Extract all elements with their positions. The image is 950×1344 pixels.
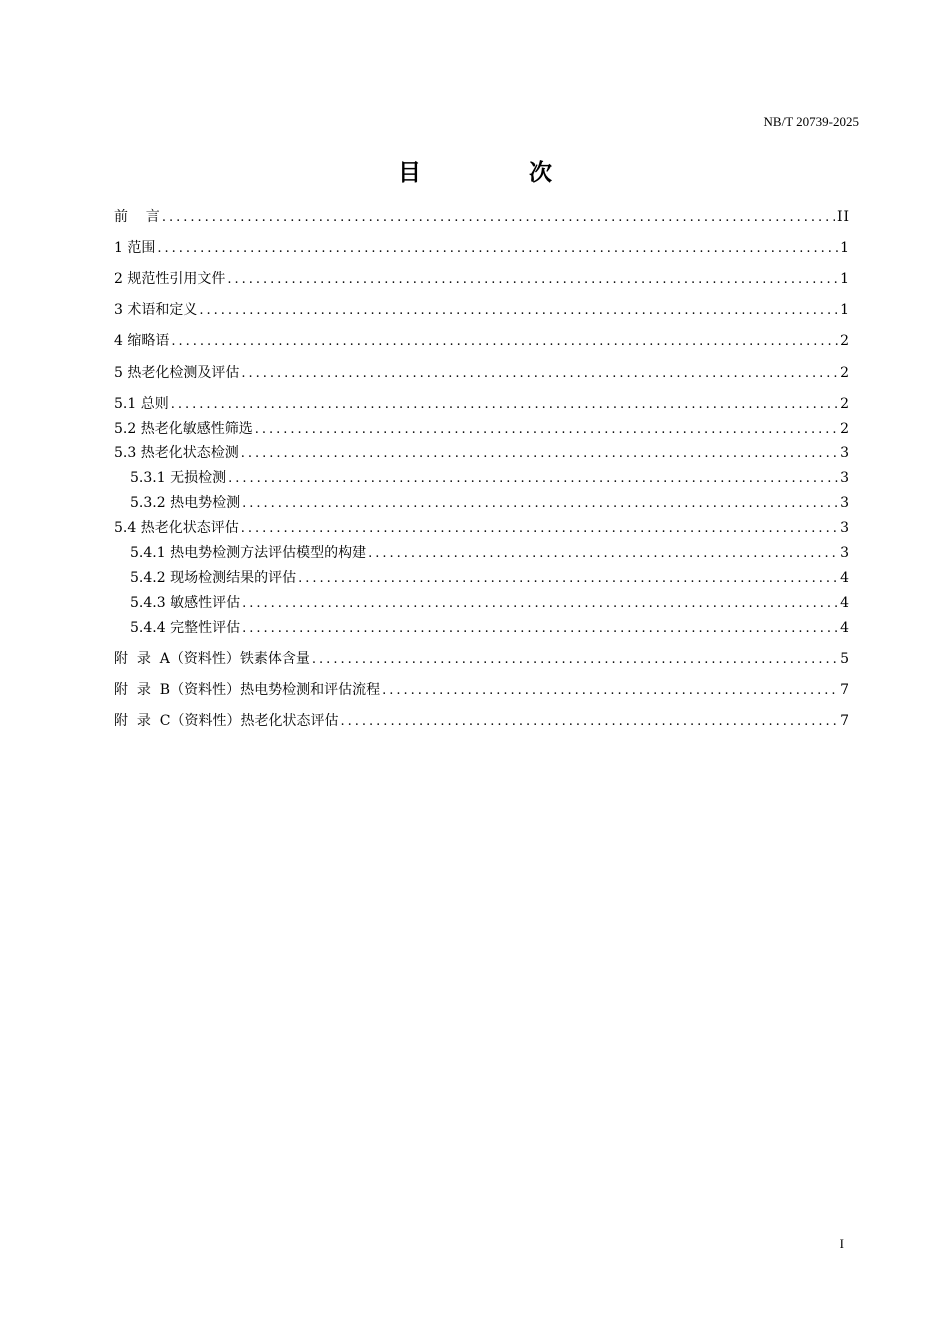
toc-entry-label: 3 术语和定义 xyxy=(114,302,198,318)
toc-entry-5-3-1[interactable] xyxy=(114,467,850,489)
toc-leader-dots xyxy=(242,618,838,640)
toc-entry-5-4-3[interactable] xyxy=(114,592,850,614)
toc-entry-appendix-b[interactable] xyxy=(114,679,850,701)
toc-entry-label: 5.3.2 热电势检测 xyxy=(130,495,241,511)
toc-leader-dots xyxy=(382,680,838,702)
toc-leader-dots xyxy=(368,543,838,565)
toc-leader-dots xyxy=(241,363,838,385)
toc-leader-dots xyxy=(162,207,835,229)
toc-entry-label: 5.4.2 现场检测结果的评估 xyxy=(130,570,297,586)
toc-entry-label: 5.2 热老化敏感性筛选 xyxy=(114,421,253,437)
toc-entry-page: 7 xyxy=(840,682,850,698)
toc-entry-page: 2 xyxy=(840,396,850,412)
toc-entry-5-2[interactable] xyxy=(114,418,850,440)
toc-entry-label: 5.3 热老化状态检测 xyxy=(114,445,239,461)
toc-entry-label: 5.4 热老化状态评估 xyxy=(114,520,239,536)
toc-entry-3[interactable] xyxy=(114,299,850,321)
toc-entry-appendix-c[interactable] xyxy=(114,710,850,732)
toc-entry-label: 前 言 xyxy=(114,209,160,225)
toc-leader-dots xyxy=(227,269,838,291)
toc-entry-label: 附 录 C（资料性）热老化状态评估 xyxy=(114,713,339,729)
toc-entry-page: 5 xyxy=(840,651,850,667)
toc-entry-1[interactable] xyxy=(114,237,850,259)
toc-entry-label: 5.4.1 热电势检测方法评估模型的构建 xyxy=(130,545,367,561)
toc-entry-label: 1 范围 xyxy=(114,240,156,256)
toc-entry-label: 5.1 总则 xyxy=(114,396,169,412)
toc-entry-5-4-4[interactable] xyxy=(114,617,850,639)
toc-entry-label: 4 缩略语 xyxy=(114,333,170,349)
toc-entry-page: 4 xyxy=(840,570,850,586)
toc-leader-dots xyxy=(242,493,838,515)
toc-entry-2[interactable] xyxy=(114,268,850,290)
toc-leader-dots xyxy=(255,419,838,441)
toc-entry-5[interactable] xyxy=(114,362,850,384)
toc-entry-page: 4 xyxy=(840,595,850,611)
toc-entry-page: 1 xyxy=(840,302,850,318)
toc-leader-dots xyxy=(241,518,838,540)
toc-entry-page: II xyxy=(836,209,850,225)
toc-entry-label: 5.4.4 完整性评估 xyxy=(130,620,241,636)
toc-leader-dots xyxy=(171,394,838,416)
toc-entry-5-1[interactable] xyxy=(114,393,850,415)
toc-entry-label: 附 录 B（资料性）热电势检测和评估流程 xyxy=(114,682,381,698)
toc-entry-page: 3 xyxy=(840,445,850,461)
toc-leader-dots xyxy=(228,468,838,490)
toc-entry-page: 4 xyxy=(840,620,850,636)
toc-leader-dots xyxy=(312,649,838,671)
document-code: NB/T 20739-2025 xyxy=(763,114,859,129)
toc-leader-dots xyxy=(241,443,838,465)
toc-title: 目 次 xyxy=(397,159,602,186)
toc-leader-dots xyxy=(171,331,838,353)
page-number: I xyxy=(839,1236,844,1251)
toc-entry-page: 3 xyxy=(840,470,850,486)
toc-leader-dots xyxy=(157,238,838,260)
toc-leader-dots xyxy=(199,300,838,322)
toc-entry-page: 1 xyxy=(840,271,850,287)
toc-entry-page: 1 xyxy=(840,240,850,256)
toc-entry-page: 3 xyxy=(840,545,850,561)
toc-entry-5-4-2[interactable] xyxy=(114,567,850,589)
toc-entry-page: 7 xyxy=(840,713,850,729)
toc-entry-label: 5 热老化检测及评估 xyxy=(114,365,240,381)
toc-entry-page: 3 xyxy=(840,495,850,511)
toc-entry-4[interactable] xyxy=(114,330,850,352)
toc-leader-dots xyxy=(341,711,839,733)
toc-leader-dots xyxy=(242,593,838,615)
toc-entry-5-4-1[interactable] xyxy=(114,542,850,564)
toc-entry-label: 5.4.3 敏感性评估 xyxy=(130,595,241,611)
toc-entry-foreword[interactable] xyxy=(114,206,850,228)
toc-entry-page: 2 xyxy=(840,333,850,349)
toc-entry-label: 2 规范性引用文件 xyxy=(114,271,226,287)
toc-entry-label: 附 录 A（资料性）铁素体含量 xyxy=(114,651,310,667)
toc-entry-label: 5.3.1 无损检测 xyxy=(130,470,227,486)
toc-entry-5-3-2[interactable] xyxy=(114,492,850,514)
toc-leader-dots xyxy=(298,568,838,590)
toc-entry-5-4[interactable] xyxy=(114,517,850,539)
toc-entry-5-3[interactable] xyxy=(114,442,850,464)
toc-entry-appendix-a[interactable] xyxy=(114,648,850,670)
toc-entry-page: 2 xyxy=(840,365,850,381)
toc-entry-page: 2 xyxy=(840,421,850,437)
toc-entry-page: 3 xyxy=(840,520,850,536)
